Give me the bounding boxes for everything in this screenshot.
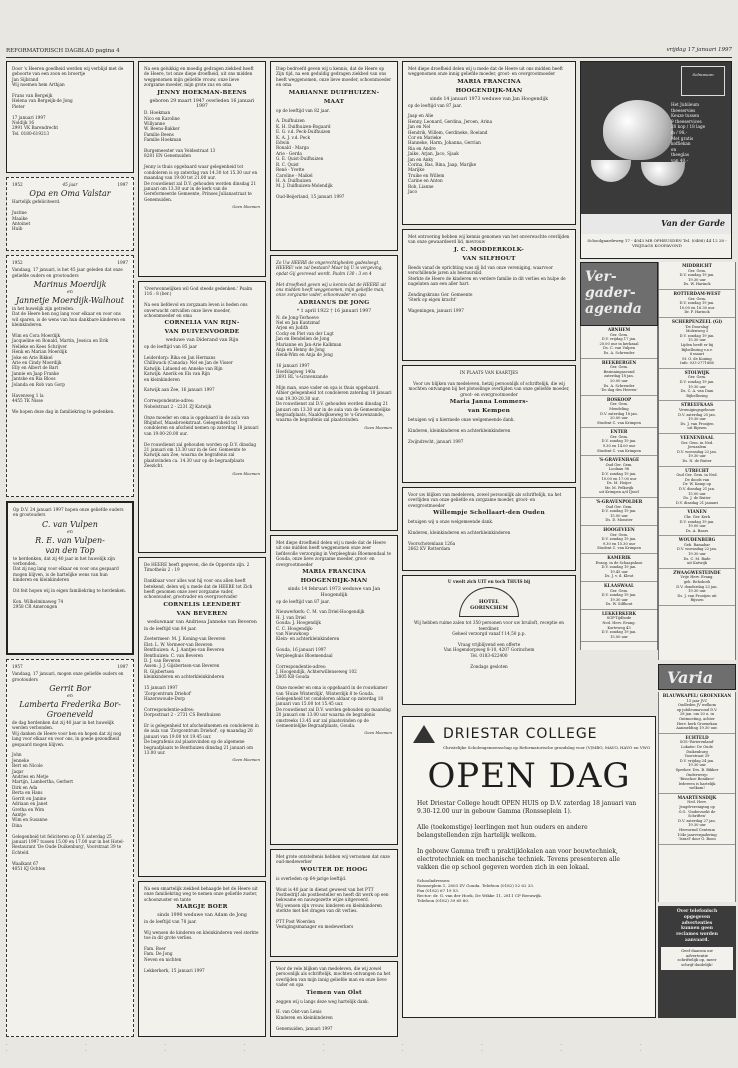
notice-dates: geboren 29 maart 1947 overleden 16 januari 1997 bbox=[149, 98, 255, 110]
notice-name: JENNY HOEKMAN-BEENS bbox=[157, 89, 247, 96]
notice-signoff: Geen bloemen bbox=[232, 757, 260, 763]
agenda-details: Evang. in de Schaapskooi D.V. zondag 19 jan. 19.45 uur Ds. J. v. d. Kleut bbox=[595, 560, 643, 579]
death-notice-boer bbox=[138, 881, 266, 1037]
ad-name-3: van den Top bbox=[45, 545, 95, 555]
notice-name-1: J. C. MODDERKOLK- bbox=[453, 246, 525, 253]
agenda-details: Ger. Gem. Bezinningsavond zaterdag 18 jan. 20.00 uur Ds. A. Schreuder 'De dag des Heeren' bbox=[600, 365, 638, 393]
ad-name-2: Jannetje Moerdijk-Walhout bbox=[16, 296, 124, 306]
page-header bbox=[6, 46, 732, 58]
agenda-place: BOSKOOP bbox=[606, 396, 632, 402]
notice-sub: sinds 1990 weduwe van Adam de Jong bbox=[157, 913, 247, 919]
agenda-details: Ned. Herv. Jeugdvereniging op G.G. 'Onderzoekt de Schriften' D.V. zaterdag 27 jan. 19.30 uur Hervormd Centrum 104e jaarvergadering 'Israel' door G. Boon bbox=[677, 800, 717, 842]
notice-text: Reeds vanaf de oprichting was zij lid van onze vereniging, waarvoor verschillende jaren als bestuurslid. Sterkte de Heere de kinderen en verdere familie in dit verlies en hulpe de nagelaten aan een aller hart. Zendingskrans Ger. Gemeente 'Sterk op eigen kracht' Wageningen, januari 1997 bbox=[408, 264, 566, 314]
death-notice-de-jong bbox=[270, 255, 398, 531]
notice-name: ADRIANUS DE JONG bbox=[298, 299, 370, 306]
notice-intro: Na een gelukkig en moedig gedragen ziekbed heeft de Heere, tot onze diepe droefheid, uit ons midden weggenomen mijn geliefde vrouw, onze lieve zorgzame moeder, mijn grote zus en oma bbox=[144, 66, 254, 88]
agenda-item bbox=[659, 318, 735, 369]
notice-modderkolk bbox=[402, 229, 576, 361]
agenda-item bbox=[659, 434, 735, 467]
notice-intro: Voor uw blijken van medeleven, zowel persoonlijk als schriftelijk, na het overlijden van onze geliefde en zorgzame moeder, groot- en overgrootmoeder bbox=[408, 492, 562, 508]
death-notice-hoekman bbox=[138, 61, 266, 277]
agenda-place: KAMERIK bbox=[607, 554, 631, 560]
ad-name-2: R. E. van Vulpen- bbox=[35, 535, 105, 545]
agenda-place: ENTER bbox=[610, 429, 628, 435]
notice-name-1: CORNELIA VAN RIJN- bbox=[164, 320, 240, 327]
agenda-details: Ger. Gem. D.V. zondag 19 jan. 19.30 uur Ds. C. A. van Dam Bijbellezing bbox=[679, 375, 715, 398]
agenda-item bbox=[659, 369, 735, 402]
ad-name-3: Groeneveld bbox=[46, 710, 94, 720]
notice-intro: IN PLAATS VAN KAARTJES Voor uw blijken van medeleven, hetzij persoonlijk of schriftelijk, die wij mochten ontvangen bij het plotselinge overlijden van onze geliefde moeder, groot- en overgrootmoeder bbox=[408, 370, 570, 397]
ad-intro: Vandaag, 17 januari, is het 45 jaar geleden dat onze geliefde ouders en grootouders bbox=[12, 267, 123, 278]
notice-name-2: MAAT bbox=[323, 98, 345, 105]
agenda-item bbox=[581, 582, 657, 610]
agenda-details: Ger. Gem. Mendeling D.V. zaterdag 18 jan. 20.00 uur Student C. van Krimpen bbox=[597, 402, 641, 425]
agenda-place: MIDDRICHT bbox=[682, 263, 712, 268]
agenda-item bbox=[581, 526, 657, 554]
ad-anniversary-van-vulpen bbox=[6, 501, 134, 655]
agenda-item bbox=[581, 428, 657, 456]
notice-text: op de leeftijd van 82 jaar. A. Duifhuizen K. H. Duifhuizen-Bogaard E. G. v.d. Peck-Duifhuizen K. A. J. v.d. Peck Edwin Ronald - Marga Arie - Gerda G. E. Quist-Duifhuizen R. C. Quist René - Yvette Caroline - Maikel H. A. Duifhuizen M. J. Duifhuizen-Molendijk Oud-Beijerland, 15 januari 1997 bbox=[276, 107, 345, 200]
notice-text: is overleden op 64-jarige leeftijd. Wout is 40 jaar in dienst geweest van het PTT Postbedrijf als postbesteller en heeft dit werk op een bekwame en nauwgezette wijze uitgevoerd. Wij wensen zijn vrouw, kinderen en kleinkinderen sterkte met het dragen van dit verlies. PTT Post Woerden Vestigingsmanager en medewerkers bbox=[276, 875, 389, 930]
vergaderagenda-col-2 bbox=[658, 262, 736, 660]
notice-signoff: Geen bloemen bbox=[364, 730, 392, 736]
agenda-place: ZWAAGWESTEINDE bbox=[673, 569, 721, 575]
agenda-item bbox=[659, 401, 735, 434]
notice-text: betuigen wij u onze welgemeende dank. Kinderen, kleinkinderen en achterkleinkinderen Voorschotenlaan 126a 2662 KV Rotterdam bbox=[408, 519, 511, 552]
page-footer-marks: · · · · · · · · · · · · · · · · · · bbox=[6, 1042, 680, 1054]
agenda-place: VIANEN bbox=[687, 509, 707, 515]
agenda-place: STREEFKAAS bbox=[681, 402, 713, 408]
ad-intro: Vandaag, 17 januari, mogen onze geliefde ouders en grootouders bbox=[12, 671, 124, 682]
ad-years: 1952 1997 bbox=[12, 260, 128, 265]
college-subtitle: Christelijke Scholengemeenschap op Reformatorische grondslag voor (V)MBO, MAVO, HAVO en VWO bbox=[443, 745, 651, 750]
ad-text: in het huwelijk zijn getreden. Dat de Heere hen nog lang voor elkaar en voor ons wil sparen, is de wens van hun dankbare kinderen en kleinkinderen. Wim en Cora Moerdijk Jacqueline en Ronald, Martin, Jessica en Erik Nelleke en Kees Schrijver Henk en Marian Moerdijk Joke en Arie Bikkel Arie en Cindy Moerdijk Elly en Albert de Bart Jannie en Jaap Franke Jantske en Ria Bloos Jolanda en Rob van Gorp Havenweg 1 la 4455 TK Nisse We hopen deze dag in familiekring te gedenken. bbox=[12, 306, 126, 414]
college-name: DRIESTAR COLLEGE bbox=[443, 726, 598, 742]
agenda-item bbox=[659, 692, 735, 734]
thanks-van-olst bbox=[270, 961, 398, 1037]
cup-image bbox=[591, 160, 631, 182]
agenda-details: Verenigingsgebouw D.V. zaterdag 25 jan. 19.30 uur Ds. J. van Prooijen uit Rijssen bbox=[678, 408, 716, 431]
death-notice-van-beveren bbox=[138, 557, 266, 877]
agenda-place: BLAUWKAPEL/ GROENEKAN bbox=[662, 693, 732, 698]
notice-name-2: HOOGENDIJK-MAN bbox=[300, 578, 368, 585]
notice-intro: Met diepe droefheid delen wij u mede dat de Heere uit ons midden heeft weggenomen onze innig geliefde moeder, groot- en overgrootmoeder bbox=[408, 66, 563, 77]
agenda-place: MAARTENSDIJK bbox=[677, 794, 717, 800]
notice-name: MARGJE BOER bbox=[176, 904, 228, 911]
teapot-image bbox=[603, 100, 673, 160]
notice-text: betuigen wij u hiermede onze welgemeende dank. Kinderen, kleinkinderen en achterkleinkinderen Zwijndrecht, januari 1997 bbox=[408, 417, 515, 444]
notice-dates: * 1 april 1922 † 16 januari 1997 bbox=[296, 308, 372, 314]
ad-driestar-college bbox=[402, 716, 656, 1018]
death-notice-hoogendijk bbox=[270, 535, 398, 845]
cup-image-2 bbox=[641, 162, 685, 186]
notice-sub: weduwe van Diderand van Rijn bbox=[165, 338, 239, 344]
agenda-place: KLAASWAAL bbox=[604, 582, 634, 588]
agenda-place: BEEKBERGEN bbox=[601, 359, 637, 365]
ad-birth-jan-sijbrand bbox=[6, 61, 134, 173]
notice-name-2: VAN BEVEREN bbox=[176, 610, 228, 617]
header-title: REFORMATORISCH DAGBLAD pagina 4 bbox=[6, 48, 120, 54]
notice-text: op de leeftijd van 87 jaar. Nieuwerkerk: C. M. van Driel-Hoogendijk H. J. van Driel Gouda: J. Hoogendijk C. C. Hoogendijk- van Nieuwkoop Klein- en achterkleinkinderen Gouda, 16 januari 1997 Verpleeghuis Bloemendaal Correspondentie-adres: J. Hoogendijk, Achterwillenseweg 102 2805 KB Gouda Onze moeder en oma is opgebaard in de rouwkamer van 'Huize Winterdijk', Winterdijk 8 te Gouda. Gelegenheid tot condoleren aldaar op zaterdag 18 januari van 15.00 tot 15.45 uur. De rouwdienst zal D.V. worden gehouden op maandag 20 januari om 13.00 uur waarna de begrafenis omstreeks 13.45 uur zal plaatsvinden op de Gemeentelijke Begraafplaats, Gouda. bbox=[276, 598, 391, 728]
notice-name-1: MARIA FRANCINA bbox=[457, 78, 521, 85]
header-date: vrijdag 17 januari 1997 bbox=[666, 47, 732, 53]
notice-text: op de leeftijd van 85 jaar Leiderdorp: Rika en Jan Hermans Chilliwack (Canada): Nel en Jan de Visser Katwijk: Liduend en Anneke van Rijn Katwijk: Anerik en Els van Rijn en kleinkinderen Katwijk aan Zee, 16 januari 1997 Correspondentie-adres: Nobelstraat 2 - 2231 ZJ Katwijk Onze moeder en oma is opgebaard in de aula van Rhijnhof, Maasbroekstraat. Gelegenheid tot condoleren en afscheid nemen op zaterdag 18 januari van 19.00-20.00 uur. De rouwdienst zal gehouden worden op D.V. dinsdag 21 januari om 13.30 uur in de Ger. Gemeente te Katwijk aan Zee, waarna de begrafenis zal plaatsvinden ca. 14.30 uur op de begraafplaats Zeezicht. bbox=[144, 344, 259, 469]
agenda-place: ARNHEM bbox=[607, 327, 631, 332]
notice-name-1: Maria Janna Lommers- bbox=[449, 399, 529, 406]
notice-intro: 'Overwonnelijken wil God steeds gedenken.' Psalm 116 : 8 (ber.) Na een liefdevol en zorgzaam leven is heden ons onverwacht ontvallen onze lieve moeder, schoonmoeder en oma bbox=[144, 286, 253, 319]
agenda-item bbox=[581, 498, 657, 526]
agenda-details: Ger. Gem. D.V. zondag 19 jan. 9.30 en 14.00 uur Student C. van Krimpen bbox=[597, 434, 641, 453]
notice-sub: sinds 14 februari 1973 weduwe van Jan Hoogendijk bbox=[287, 587, 381, 598]
varia-heading: Varia bbox=[658, 664, 736, 690]
agenda-details: Ger. Gem. D.V. zondag 19 jan. 10.00 en 16.30 uur Dr. F. Harinck bbox=[679, 296, 715, 315]
agenda-details: Ger. Gem. D.V. zondag 19 jan. 9.30 en 15.30 uur Student C. van Krimpen bbox=[597, 532, 641, 551]
agenda-item bbox=[659, 536, 735, 569]
notice-signoff: Geen bloemen bbox=[232, 204, 260, 210]
agenda-item bbox=[581, 554, 657, 582]
notice-intro: Voor de vele blijken van medeleven, die wij zowel persoonlijk als schriftelijk, mochten ontvangen na het overlijden van mijn innig geliefde man en onze lieve vader en opa bbox=[276, 966, 391, 988]
ad-en: en bbox=[67, 290, 73, 296]
notice-text: op de leeftijd van 87 jaar. Jaap en Alie Henny, Leonard, Gerdina, Jeroen, Arina Jan en Nel Hendrik, Willem, Gerdineke, Roeland Cor en Marieke Hanneke, Harm, Johanna, Gerrian Ria en Andre Jaike, Arjan, Jaco, Sjaak Jan en Anky Corina, Bas, Rina, Jaap, Marijke Marijke Truike en Willem Carine en Anton Rob, Lianne Jaco bbox=[408, 102, 493, 195]
notice-intro: Met diepe droefheid delen wij u mede dat de Heere uit ons midden heeft weggenomen onze zeer liefdevolle verzorging in Verpleeghuis Bloemendaal te Gouda, onze lieve zorgzame moeder, groot- en overgrootmoeder bbox=[276, 540, 391, 567]
agenda-details: Oud Ger. Gem. D.V. zondag 19 jan. 15.00 uur Ds. D. Monster bbox=[601, 504, 637, 523]
varia-list bbox=[658, 692, 736, 902]
driestar-logo-row bbox=[403, 717, 655, 745]
notice-name-2: VAN SILFHOUT bbox=[462, 255, 516, 262]
agenda-item bbox=[581, 359, 657, 396]
notice-text: N. de Jong-Terhoeve Nel en Jan Kuntzmaf Arjen en Judith Cocky en Piet van der Lugt Jan en Bendelien de Jong Marianne en Jan-Arie Kalkman Anja en Henny de Jong Henk-Wim en Anja de Jong 16 januari 1997 Hoefslagweg 140a 2691 RL 's-Gravenzande Mijn man, onze vader en opa is thuis opgebaard. Alhier gelegenheid tot condoleren zaterdag 18 januari van 19.30-20.30 uur. De rouwdienst zal D.V. gehouden worden dinsdag 21 januari om 13.30 uur in de aula van de Gemeentelijke Begraafplaats, Naaldwijkseweg te 's-Gravenzande, waarna de begrafenis zal plaatsvinden. bbox=[276, 314, 392, 423]
agenda-details: Ger. Gem. in Ned. Jeruzalem D.V. woensdag 22 jan. 19.30 uur Ds. N. de Ruiter bbox=[677, 440, 717, 463]
ad-name-1: C. van Vulpen bbox=[42, 519, 98, 529]
ad-years: 1957 1997 bbox=[12, 664, 128, 669]
ad-names: Opa en Oma Valstar bbox=[29, 189, 111, 199]
agenda-place: STOLWIJK bbox=[684, 369, 710, 375]
agenda-place: ECHTELD bbox=[685, 734, 709, 740]
school-addresses: Schooladressen: Ronsseplein 1, 2803 ZV Gouda. Telefoon (0182) 52 62 33. Fax (0182) 67 19 53. Rector: dr. G. van der Hoek, De Wikke 11, 2811 CP Reeuwijk. Telefoon (0182) 39 65 80. bbox=[417, 878, 542, 903]
notice-name-2: VAN DUIVENVOORDE bbox=[164, 329, 240, 336]
ad-en: en bbox=[67, 694, 73, 700]
ad-intro: Op D.V. 24 januari 1997 hopen onze geliefde ouders en grootouders bbox=[13, 507, 124, 518]
death-notice-van-rijn bbox=[138, 281, 266, 553]
notice-signoff: Geen bloemen bbox=[364, 424, 392, 430]
notice-name: WOUTER DE HOOG bbox=[300, 866, 368, 873]
ad-van-der-garde bbox=[580, 61, 732, 259]
ad-years: 1952 45 jaar 1997 bbox=[12, 182, 128, 187]
agenda-place: WOUDENBERG bbox=[678, 537, 716, 543]
ad-name-1: Marinus Moerdijk bbox=[33, 280, 107, 290]
agenda-details: 'De Doorslag' Molenweg 3 D.V. zondag 19 jan. 15.30 uur Lijden heeft er bij Bijbellezing v.a.v. 6 maart M. O. de Koning Info: 033-2771666 bbox=[679, 324, 715, 366]
agenda-item bbox=[659, 734, 735, 794]
agenda-item bbox=[659, 290, 735, 318]
agenda-details: 15 jaar JVC Oudleden JV welkom op jubileumavond D.V. 28 jan. om 20 u. in Ontmoeting, achter Herv. kerk Groenekan Aanmelding 19.30 uur. bbox=[676, 698, 718, 731]
agenda-details: Ger. Gem. D.V. zondag 19 jan. 19.30 uur Ds. W. Harinck bbox=[679, 268, 715, 287]
ad-text: te herdenken, dat zij 40 jaar in het huwelijk zijn verbonden. Dat zij nog lang voor elkaar en voor ons gespaard mogen blijven, is de hartelijke wens van hun kinderen en kleinkinderen Dit feit hopen wij in eigen familiekring te herdenken. Kon. Wilhelminaweg 74 2958 CR Amerongen bbox=[13, 555, 127, 610]
notice-name-1: CORNELIS LEENDERT bbox=[163, 601, 241, 608]
agenda-place: SCHERPENZEEL (Gl) bbox=[671, 318, 723, 324]
notice-title: Over telefonisch opgegeven advertenties kunnen geen reclames worden aanvaard. bbox=[676, 909, 718, 943]
open-dag-text: Het Driestar College houdt OPEN HUIS op D.V. zaterdag 18 januari van 9.30-12.00 uur in gebouw Gamma (Ronsseplein 1). Alle (toekomstige) leerlingen met hun ouders en andere belangstellenden zijn hartelijk welkom. In gebouw Gamma treft u praktijklokalen aan voor bouwtechniek, electrotechniek en mechanische techniek. Tevens presenteren alle vakken die op school gegeven worden zich in een lokaal. bbox=[417, 800, 637, 871]
notice-text: in de leeftijd van 84 jaar. Zoetermeer: M. J. Koning-van Beveren Elst: L. W. Vermeer-van Beveren Benthuizen: A. J. Aantjes-van Beveren Benthuizen: C. van Beveren D. J. van Beveren Assen: J. J. Gijsbertsen-van Beveren R. Gijsbertsen kleinkinderen en achterkleinkinderen 15 januari 1997 'Zorgcentrum Driehof' Hazerswoude-Dorp Correspondentie-adres: Dorpsstraat 2 - 2731 CS Benthuizen Er is gelegenheid tot afscheidnemen en condoleren in de aula van 'Zorgcentrum Driehof', op maandag 20 januari van 19.00 tot 19.45 uur. De begrafenis zal plaatsvinden op de algemene begraafplaats te Benthuizen dinsdag 21 januari om 13.00 uur. bbox=[144, 625, 259, 755]
thanks-lommers bbox=[402, 365, 576, 483]
driestar-logo-icon bbox=[413, 725, 435, 743]
notice-intro: De HEERE heeft gegeven, die de Opperste zijn. 2 Timotheüs 2 : 19 Dankbaar voor alles wat hij voor ons allen heeft betekend, delen wij u mede dat de HEERE tot Zich heeft genomen onze zeer zorgzame vader, schoonvader, grootvader en overgrootvader bbox=[144, 562, 253, 600]
notice-text: D. Hoekman Nico en Karoline Willyanne W. Beens-Bakker Familie Beens Familie Hoekman Burgemeester van Veldestraat 13 8281 EN Genemuiden Jenny is thuis opgebaard waar gelegenheid tot condoleren is op zaterdag van 14.30 tot 15.30 uur en maandag van 19.00 tot 21.00 uur. De rouwdienst zal D.V. gehouden worden dinsdag 21 januari om 13.30 uur in de kerk van de Gereformeerde Gemeente, Prinses Julianastraat te Genemuiden. bbox=[144, 110, 258, 202]
agenda-place: LEKKERKERK bbox=[601, 610, 637, 616]
notice-name: Willempje Schollaart-den Ouden bbox=[433, 510, 545, 517]
notice-name: Tiemen van Olst bbox=[306, 989, 362, 996]
agenda-item bbox=[581, 456, 657, 498]
ad-anniversary-valstar bbox=[6, 177, 134, 251]
notice-name-2: HOOGENDIJK-MAN bbox=[455, 87, 523, 94]
agenda-place: 'S-GRAVENPOLDER bbox=[595, 499, 643, 504]
agenda-place: 'S-GRAVENHAGE bbox=[598, 457, 640, 463]
store-address: Schoolgaardeweg 17 - 4043 MR OPHEUSDEN Tel. (0488) 44 12 28 - VRIJDAGS KOOPAVOND bbox=[581, 234, 732, 258]
ad-en: en bbox=[67, 529, 73, 535]
agenda-details: Ger. Gem. D.V. zondag 19 jan. 19.30 uur Ds. W. Silfhout bbox=[601, 588, 637, 607]
ad-text: Hartelijk gefeliciteerd. Justine Maaike Antoinet Huib bbox=[12, 199, 61, 232]
death-notice-duifhuizen bbox=[270, 61, 398, 251]
notice-intro: Met ontroering hebben wij kennis genomen van het onverwachte overlijden van onze gewaardeerd lid, mevrouw bbox=[408, 234, 570, 245]
notice-small: Geef daarom uw advertentie schriftelijk op, meer schrijf duidelijk! bbox=[661, 947, 733, 970]
promo-text: Het Jubileum theeservies Keuze tussen 9 theeservices 20 kop / 18 lage m / 98,- Met gratis koffiekan en theeglas van 40,- bbox=[671, 102, 706, 163]
agenda-item bbox=[581, 610, 657, 643]
ad-text: Door 's Heeren goedheid werden wij verblijd met de geboorte van een zoon en broertje Jan Sijbrand Wij noemen hem Arthjan Frans van Bergeijk Helena van Bergeijk-de Jong Pieter 17 januari 1997 Noldijk 16 2991 VK Barendrecht Tel. 0180-619213 bbox=[12, 66, 124, 136]
ad-name-2: Lamberta Frederika Bor- bbox=[19, 700, 121, 710]
vergaderagenda-heading: Ver- gader- agenda bbox=[580, 262, 658, 326]
agenda-details: Oud Ger. Gem. Loolaan 96 D.V. zondag 19 jan. 10.00 en 17.00 uur Ds. M. Hoijer Mr. M. Pelkwijk uit Krimpen a/d IJssel bbox=[599, 462, 639, 495]
agenda-item bbox=[659, 262, 735, 290]
agenda-place: UTRECHT bbox=[685, 467, 709, 473]
store-name: Van der Garde bbox=[581, 214, 732, 234]
death-notice-hoogendijk-family bbox=[402, 61, 576, 225]
notice-text: zeggen wij u langs deze weg hartelijk dank. H. van Olst-van Lenis Kinderen en kleinkinderen Genemuiden, januari 1997 bbox=[276, 998, 370, 1031]
agenda-place: VEENENDAAL bbox=[680, 435, 714, 440]
agenda-details: SGS-'Rivierenland' Lokatie: De Oude Duikenburg Voorstraat 39 D.V. vrijdag 24 jan. 19.30 uur Spreker: Drs. B. Bikker Onderwerp: 'Bisschoe Boniface' Iedereen is hartelijk welkom! bbox=[675, 740, 719, 791]
notice-name-1: MARIANNE DUIFHUIZEN- bbox=[288, 89, 380, 96]
brand-logo: Solmaxum bbox=[681, 66, 725, 96]
ad-anniversary-bor bbox=[6, 659, 134, 1037]
vergaderagenda-col-1 bbox=[580, 326, 658, 650]
phone-ads-notice bbox=[658, 906, 736, 1018]
notice-signoff: Geen bloemen bbox=[232, 470, 260, 476]
agenda-details: Vrije Herv. Evang. geb. Rehoboth D.V. donderdag 23 jan. 19.30 uur Ds. J. van Prooijen uit Rijssen bbox=[676, 575, 718, 603]
notice-name-2: van Kempen bbox=[467, 408, 511, 415]
agenda-item bbox=[659, 794, 735, 845]
hotel-logo: HOTEL GORINCHEM bbox=[459, 587, 519, 617]
agenda-details: Ger. Gem. D.V. vrijdag 17 jan. 20.00 uur in kerkzaal Ds. C. van Vulpen Ds. A. Schreuder bbox=[599, 332, 639, 355]
notice-intro: Met grote ontsteltenis hebben wij vernomen dat onze oud-medewerker bbox=[276, 854, 390, 865]
agenda-place: HOOGEVEEN bbox=[603, 526, 635, 532]
ad-anniversary-moerdijk bbox=[6, 255, 134, 497]
agenda-item bbox=[581, 396, 657, 429]
agenda-details: SGP-Tijdbode Ned. Herv. Evang. Korteweg 43 D.V. zondag 19 jan. 15.00 uur bbox=[601, 616, 637, 639]
agenda-item bbox=[659, 467, 735, 509]
notice-name-1: MARIA FRANCINA bbox=[302, 569, 366, 576]
agenda-details: Chr. Ger. Kerk D.V. zondag 19 jan. 19.00 uur Ds. A. Baars bbox=[679, 514, 715, 533]
death-notice-de-hoog bbox=[270, 849, 398, 957]
open-dag-title: OPEN DAG bbox=[427, 756, 631, 796]
hotel-headline: U vwelt zich UIT en toch THUIS bij bbox=[447, 579, 531, 584]
agenda-item bbox=[581, 326, 657, 359]
agenda-details: Oud Ger. Gem. in Ned. De doods van Dr. W. Kamp op D.V. dinsdag 21 jan. 15.00 uur Ds. J. de Ruiter D.V. dinsdag 21 januari bbox=[675, 473, 719, 505]
agenda-details: Geb. Ramabar D.V. woensdag 22 jan. 19.30 uur Ds. C. M. Bade uit Katwijk bbox=[677, 542, 717, 566]
thanks-schollaart bbox=[402, 487, 576, 571]
agenda-item bbox=[659, 569, 735, 606]
notice-text: in de leeftijd van 78 jaar. Wij wensen de kinderen en kleinkinderen veel sterkte toe in dit grote verlies. Fam. Boer Fam. De Jong Neven en nichten Lekkerkerk, 15 januari 1997 bbox=[144, 919, 259, 973]
agenda-place: ROTTERDAM-WEST bbox=[673, 290, 721, 296]
notice-intro: Zo Uw HEERE de ongerechtigheden gadesloegt, HEERE! wie zal bestaan? Maar bij U is vergeving, opdat Gij gevreesd wordt. Psalm 130 : 3 en 4 Met droefheid geven wij u kennis dat de HEERE uit ons midden heeft weggenomen, mijn geliefde man, onze zorgzame vader, schoonvader en opa bbox=[276, 260, 387, 298]
ad-name-1: Gerrit Bor bbox=[49, 684, 91, 694]
ad-text: de dag herdenken dat zij 40 jaar in het huwelijk werden verbonden. Wij danken de Heere voor hen en hopen dat zij nog lang voor elkaar en voor ons, in goede gezondheid gespaard mogen blijven. John Jenneke Bert en Nicole Jaqar Andries en Metje Martijn, Lambertha, Gerbert Dirk en Ada Berta en Hans Gerrit en Janine Adriaan en Janet Gretha en Wim Aantje Wim en Susanne Dina Gelegenheid tot feliciteren op D.V. zaterdag 25 januari 1997 tussen 15.00 en 17.00 uur in het Hotel-Restaurant 'De Oude Duikenburg', Voorstraat 39 te Echteld. Waalkant 67 4051 KJ Ochten bbox=[12, 720, 125, 871]
notice-sub: weduwnaar van Andriesa Janneke van Beveren bbox=[147, 619, 257, 625]
notice-intro: Diep bedroefd geven wij u kennis, dat de Heere op Zijn tijd, na een geduldig gedragen ziekbed van ons heeft weggenomen, onze lieve moeder, schoonmoeder en oma bbox=[276, 66, 392, 88]
ad-hotel-gorinchem bbox=[402, 575, 576, 705]
notice-intro: Na een smartelijk ziekbed behaagde het de Heere uit onze familiekring weg te nemen onze geliefde zuster, schoonzuster en tante bbox=[144, 886, 258, 902]
notice-sub: sinds 14 januari 1973 weduwe van Jan Hoogendijk bbox=[429, 96, 549, 102]
agenda-item bbox=[659, 508, 735, 536]
hotel-text: Wij hebben ruime zalen tot 350 personen voor uw bruiloft, receptie en teerdiner. Geheel verzorgd vanaf f 14,50 p.p. Vraag vrijblijvend een offerte Van Hogendorpweg 8-10, 4207 Gorinchem Tel. 0183-622400 Zondags gesloten bbox=[414, 620, 564, 669]
